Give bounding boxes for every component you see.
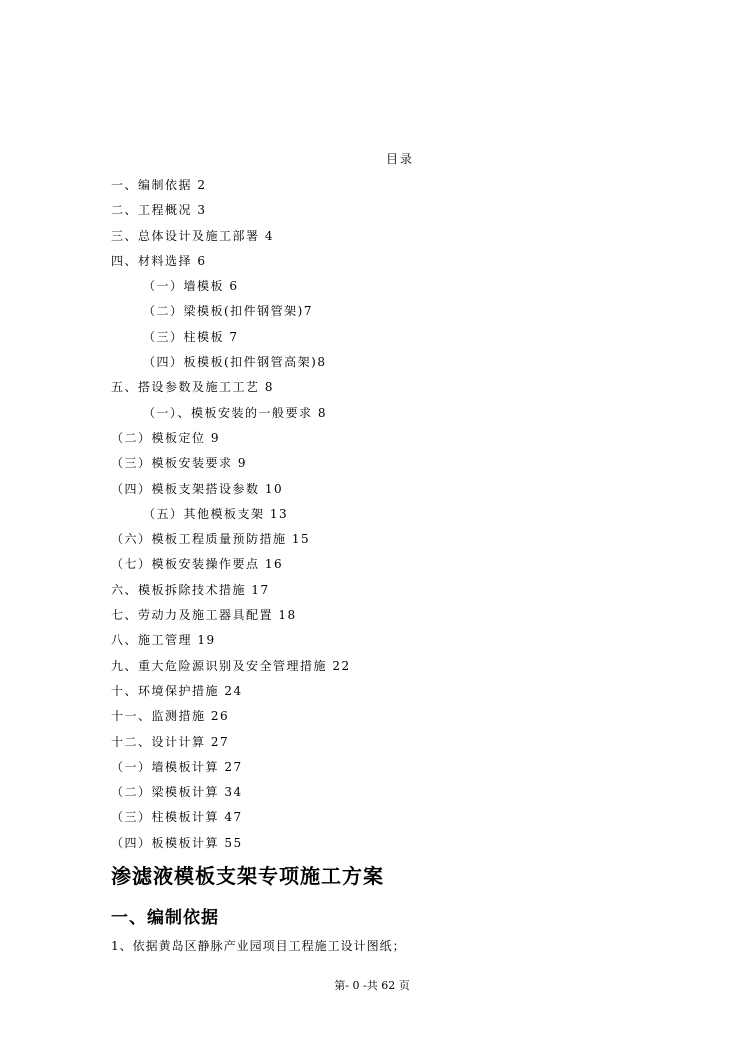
page-footer: 第- 0 -共 62 页 — [334, 979, 410, 992]
toc-entry[interactable]: （二）模板定位 9 — [111, 430, 220, 445]
toc-title: 目录 — [385, 152, 414, 166]
toc-entry[interactable]: （二）梁模板(扣件钢管架)7 — [143, 304, 313, 319]
toc-entry[interactable]: （三）柱模板 7 — [143, 329, 239, 344]
toc-entry[interactable]: （四）板模板(扣件钢管高架)8 — [143, 355, 327, 370]
toc-entry[interactable]: （一）墙模板计算 27 — [111, 759, 243, 774]
toc-entry[interactable]: 九、重大危险源识别及安全管理措施 22 — [111, 658, 351, 673]
toc-entry[interactable]: 四、材料选择 6 — [111, 253, 207, 268]
table-of-contents — [111, 175, 671, 858]
toc-entry[interactable]: 六、模板拆除技术措施 17 — [111, 582, 270, 597]
toc-entry[interactable]: （三）柱模板计算 47 — [111, 810, 243, 825]
toc-entry[interactable]: （七）模板安装操作要点 16 — [111, 557, 284, 572]
toc-entry[interactable]: 七、劳动力及施工器具配置 18 — [111, 608, 297, 623]
toc-entry[interactable]: （一）墙模板 6 — [143, 279, 239, 294]
toc-entry[interactable]: （五）其他模板支架 13 — [143, 506, 289, 521]
document-title: 渗滤液模板支架专项施工方案 — [111, 864, 384, 888]
toc-entry[interactable]: 十、环境保护措施 24 — [111, 683, 243, 698]
toc-entry[interactable]: （四）板模板计算 55 — [111, 835, 243, 850]
toc-entry[interactable]: 一、编制依据 2 — [111, 178, 207, 192]
toc-entry[interactable]: 三、总体设计及施工部署 4 — [111, 228, 274, 243]
body-paragraph: 1、依据黄岛区静脉产业园项目工程施工设计图纸； — [111, 939, 406, 953]
toc-entry[interactable]: 十二、设计计算 27 — [111, 734, 230, 749]
toc-entry[interactable]: 五、搭设参数及施工工艺 8 — [111, 380, 274, 395]
toc-entry[interactable]: 十一、监测措施 26 — [111, 709, 230, 724]
toc-entry[interactable]: （二）梁模板计算 34 — [111, 785, 243, 800]
section-heading: 一、编制依据 — [111, 908, 219, 928]
toc-entry[interactable]: （三）模板安装要求 9 — [111, 456, 247, 471]
toc-entry[interactable]: 八、施工管理 19 — [111, 633, 216, 648]
toc-entry[interactable]: （一）、模板安装的一般要求 8 — [143, 405, 327, 420]
toc-entry[interactable]: （四）模板支架搭设参数 10 — [111, 481, 284, 496]
toc-entry[interactable]: （六）模板工程质量预防措施 15 — [111, 532, 311, 547]
toc-entry[interactable]: 二、工程概况 3 — [111, 203, 207, 218]
